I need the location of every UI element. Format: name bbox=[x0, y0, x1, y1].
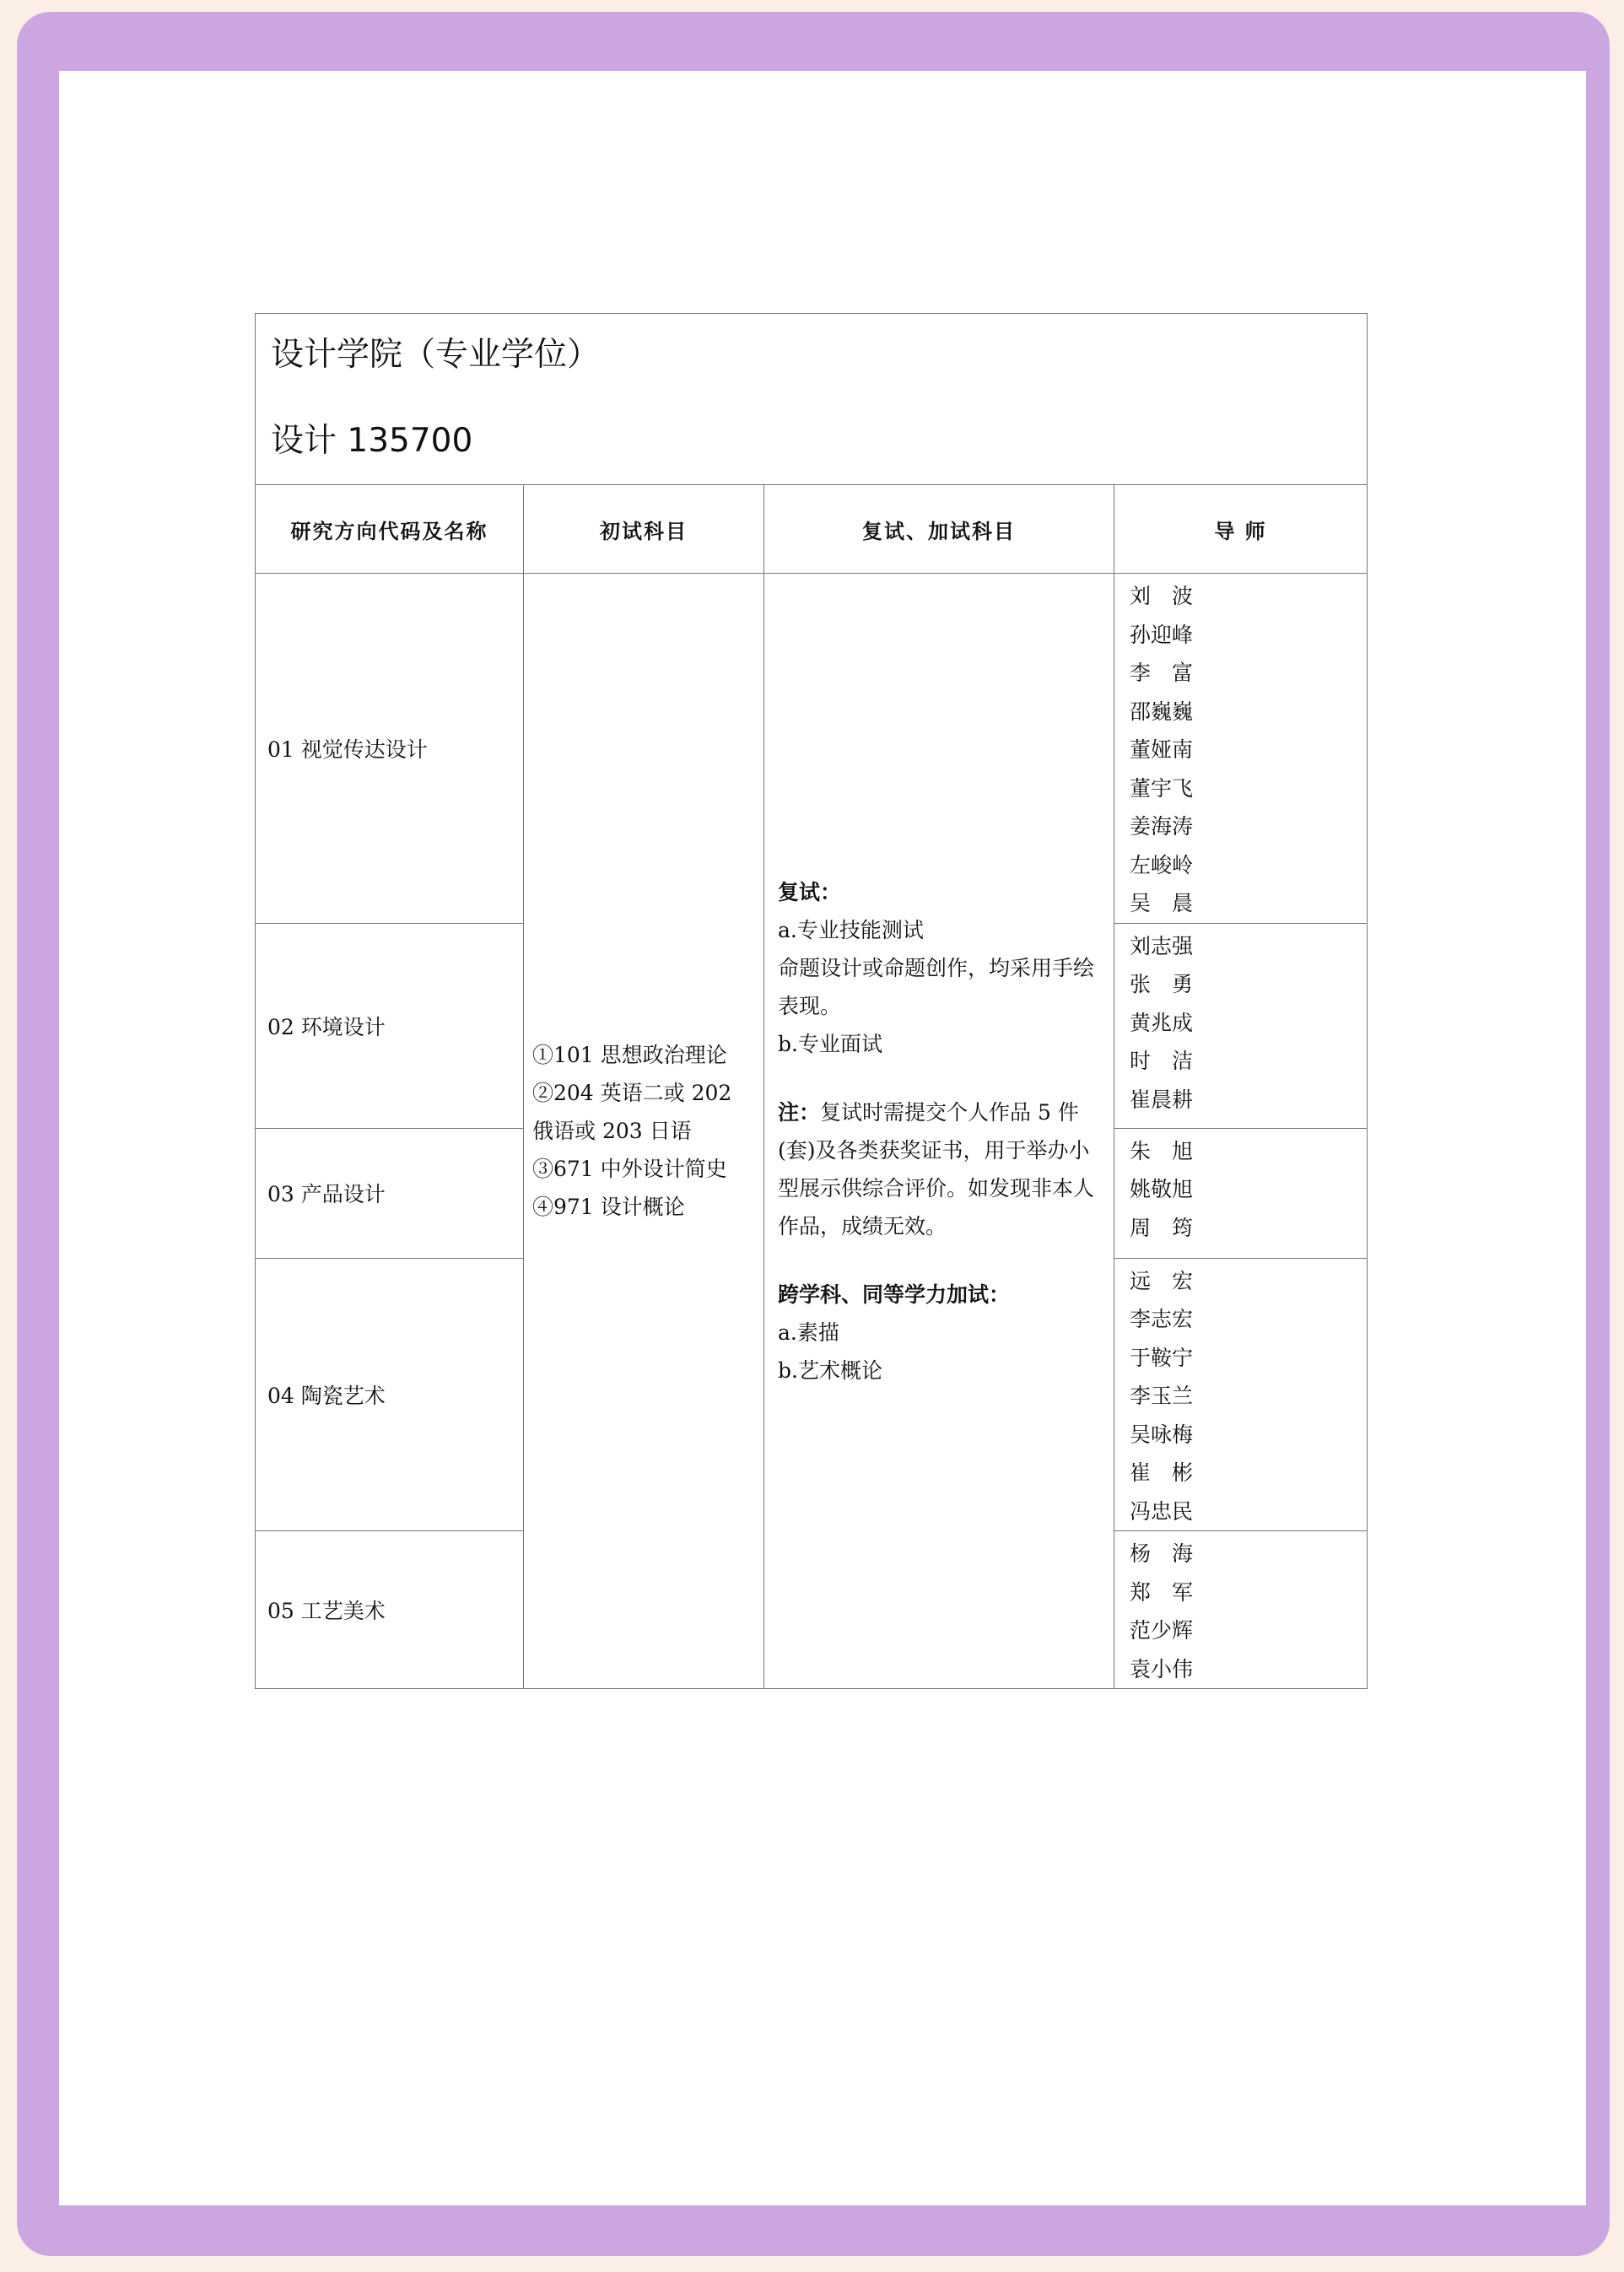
tutor-name: 黄兆成 bbox=[1130, 1010, 1194, 1035]
tutor-name: 李 富 bbox=[1130, 661, 1194, 685]
extra-exam-title: 跨学科、同等学力加试： bbox=[778, 1282, 1011, 1307]
tutor-list bbox=[1114, 1531, 1368, 1689]
retest-note-text: 复试时需提交个人作品 5 件(套)及各类获奖证书，用于举办小型展示供综合评价。如发现非本人作品，成绩无效。 bbox=[778, 1099, 1095, 1239]
initial-exam-item: ③671 中外设计简史 bbox=[532, 1157, 727, 1181]
tutor-name: 冯忠民 bbox=[1130, 1498, 1194, 1524]
table-header-row bbox=[256, 485, 1368, 574]
table-row bbox=[256, 574, 1368, 924]
tutor-name: 刘 波 bbox=[1130, 584, 1194, 608]
tutor-name: 李志宏 bbox=[1130, 1307, 1194, 1331]
tutor-list bbox=[1114, 1258, 1368, 1531]
tutor-name: 崔晨耕 bbox=[1130, 1087, 1194, 1112]
initial-exam-cell bbox=[524, 574, 764, 1689]
tutor-name: 张 勇 bbox=[1130, 972, 1194, 996]
major-title: 设计 135700 bbox=[271, 422, 473, 460]
tutor-list bbox=[1114, 574, 1368, 924]
direction-name: 02 环境设计 bbox=[256, 923, 524, 1128]
retest-cell bbox=[764, 574, 1114, 1689]
tutor-name: 邵巍巍 bbox=[1130, 699, 1194, 724]
tutor-name: 时 洁 bbox=[1130, 1049, 1194, 1073]
initial-exam-item: ④971 设计概论 bbox=[532, 1195, 685, 1219]
retest-note bbox=[778, 1093, 1102, 1245]
extra-exam-item-a: a.素描 bbox=[778, 1319, 839, 1345]
column-header-initial-exam: 初试科目 bbox=[524, 485, 764, 574]
direction-name: 04 陶瓷艺术 bbox=[256, 1258, 524, 1531]
tutor-name: 吴 晨 bbox=[1130, 891, 1194, 915]
tutor-name: 崔 彬 bbox=[1130, 1460, 1194, 1485]
tutor-list bbox=[1114, 1128, 1368, 1258]
tutor-name: 姚敬旭 bbox=[1130, 1177, 1194, 1201]
retest-item-a-desc: 命题设计或命题创作，均采用手绘表现。 bbox=[778, 955, 1095, 1018]
tutor-name: 李玉兰 bbox=[1130, 1384, 1194, 1408]
admissions-table bbox=[255, 313, 1368, 1689]
tutor-name: 刘志强 bbox=[1130, 933, 1194, 958]
tutor-name: 周 筠 bbox=[1130, 1215, 1194, 1240]
tutor-name: 于鞍宁 bbox=[1130, 1345, 1194, 1370]
extra-exam-item-b: b.艺术概论 bbox=[778, 1357, 882, 1383]
direction-name: 05 工艺美术 bbox=[256, 1531, 524, 1689]
column-header-tutors: 导 师 bbox=[1114, 485, 1368, 574]
retest-title: 复试： bbox=[778, 879, 842, 904]
tutor-name: 远 宏 bbox=[1130, 1268, 1194, 1293]
tutor-list bbox=[1114, 923, 1368, 1128]
tutor-name: 董宇飞 bbox=[1130, 775, 1194, 801]
tutor-name: 范少辉 bbox=[1130, 1618, 1194, 1643]
direction-name: 03 产品设计 bbox=[256, 1128, 524, 1258]
initial-exam-item: ①101 思想政治理论 bbox=[532, 1043, 727, 1067]
tutor-name: 左峻岭 bbox=[1130, 852, 1194, 877]
tutor-name: 姜海涛 bbox=[1130, 814, 1194, 839]
initial-exam-item: ②204 英语二或 202 俄语或 203 日语 bbox=[532, 1081, 732, 1143]
column-header-retest: 复试、加试科目 bbox=[764, 485, 1114, 574]
retest-item-a: a.专业技能测试 bbox=[778, 917, 924, 942]
tutor-name: 吴咏梅 bbox=[1130, 1422, 1194, 1447]
tutor-name: 孙迎峰 bbox=[1130, 622, 1194, 647]
retest-note-label: 注： bbox=[778, 1099, 821, 1125]
tutor-name: 袁小伟 bbox=[1130, 1656, 1194, 1681]
tutor-name: 杨 海 bbox=[1130, 1541, 1194, 1566]
direction-name: 01 视觉传达设计 bbox=[256, 574, 524, 924]
table-title-cell bbox=[256, 314, 1368, 485]
column-header-direction: 研究方向代码及名称 bbox=[256, 485, 524, 574]
department-title: 设计学院（专业学位） bbox=[271, 336, 601, 374]
retest-item-b: b.专业面试 bbox=[778, 1031, 882, 1056]
tutor-name: 朱 旭 bbox=[1130, 1138, 1194, 1163]
tutor-name: 董娅南 bbox=[1130, 737, 1194, 762]
tutor-name: 郑 军 bbox=[1130, 1579, 1194, 1605]
